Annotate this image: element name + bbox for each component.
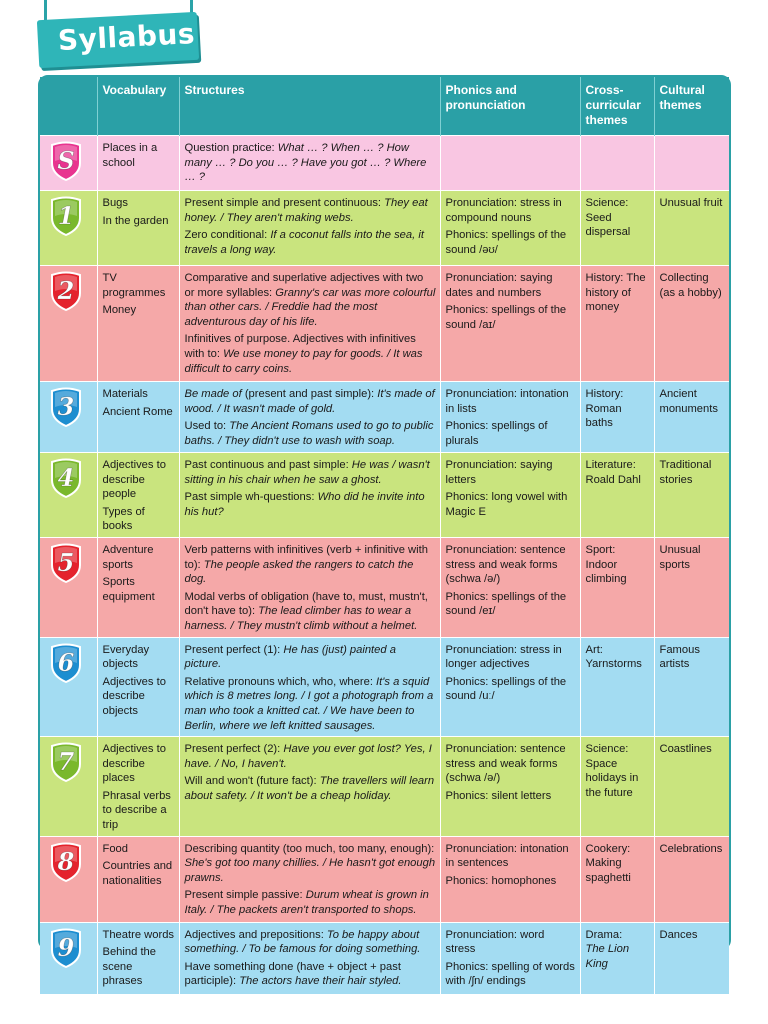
vocabulary-text: Everyday objects — [102, 643, 150, 671]
structure-text: Present perfect (2): — [184, 743, 284, 756]
cultural-text: Unusual fruit — [659, 197, 723, 209]
structure-keyword: Be made of — [184, 388, 242, 400]
unit-badge-cell — [40, 737, 97, 837]
phonics-item — [446, 590, 576, 619]
unit-number: 3 — [57, 392, 75, 421]
vocabulary-item — [103, 214, 175, 229]
vocabulary-text: Money — [102, 304, 137, 317]
unit-badge-shield-icon — [50, 928, 82, 968]
phonics-cell — [440, 637, 580, 737]
vocabulary-text: TV programmes — [102, 272, 166, 299]
structure-item — [185, 842, 436, 886]
structures-cell — [179, 637, 440, 737]
cultural-text: Dances — [659, 928, 698, 941]
vocabulary-item — [103, 505, 175, 534]
vocabulary-text: Adjectives to describe places — [102, 743, 166, 785]
phonics-item — [446, 196, 576, 225]
vocabulary-text: Materials — [102, 388, 148, 400]
structures-cell — [179, 836, 440, 922]
phonics-item — [446, 742, 576, 786]
structure-example: It's made of wood. / It wasn't made of gold. — [184, 388, 435, 415]
phonics-text: Phonics: spellings of plurals — [445, 420, 548, 447]
structure-example: If a coconut falls into the sea, it travels a long way. — [184, 229, 424, 256]
cross-curricular-text: Literature: Roald Dahl — [585, 459, 641, 486]
unit-badge-cell — [40, 637, 97, 737]
unit-badge-cell — [40, 537, 97, 637]
phonics-cell — [440, 453, 580, 538]
cross-curricular-text: Cookery: Making spaghetti — [585, 842, 631, 884]
structure-example: Durum wheat is grown in Italy. / The packets aren't transported to shops. — [184, 889, 429, 917]
vocabulary-text: Adjectives to describe people — [102, 459, 166, 501]
cultural-cell — [654, 266, 729, 382]
unit-number: 4 — [57, 463, 75, 492]
cross-curricular-text: The Lion King — [585, 943, 630, 970]
structure-item — [185, 458, 436, 487]
vocabulary-item — [103, 789, 175, 833]
header-cross-curricular: Cross-curricular themes — [580, 77, 654, 136]
structure-item — [185, 387, 436, 416]
page-title: Syllabus — [57, 16, 196, 58]
phonics-item — [446, 842, 576, 871]
structure-example: Granny's car was more colourful than other cars. / Freddie had the most adventurous day of his life. — [184, 286, 436, 328]
unit-number: 9 — [57, 932, 75, 962]
cross-curricular-cell — [580, 266, 654, 382]
phonics-item — [446, 271, 576, 300]
phonics-text: Phonics: spellings of the sound /eɪ/ — [445, 590, 567, 618]
structure-item — [185, 643, 436, 672]
phonics-text: Phonics: spelling of words with /ʃn/ endings — [445, 960, 575, 988]
phonics-item — [446, 543, 576, 587]
phonics-cell — [440, 537, 580, 637]
structures-cell — [179, 136, 440, 191]
cross-curricular-cell — [580, 836, 654, 922]
structure-item — [185, 490, 436, 519]
vocabulary-cell — [97, 537, 179, 637]
vocabulary-text: Types of books — [102, 505, 145, 533]
vocabulary-text: Phrasal verbs to describe a trip — [102, 789, 171, 832]
structure-text: Used to: — [184, 420, 230, 433]
unit-badge-shield-icon — [50, 458, 82, 498]
cultural-text: Coastlines — [659, 743, 712, 756]
structure-text: Describing quantity (too much, too many, enough): — [184, 842, 435, 855]
structure-item — [185, 774, 436, 803]
phonics-text: Pronunciation: saying dates and numbers — [445, 272, 553, 299]
structure-text: Modal verbs of obligation (have to, must, mustn't, don't have to): — [184, 590, 428, 618]
vocabulary-item — [103, 543, 175, 572]
vocabulary-item — [103, 859, 175, 888]
cross-curricular-text: Drama: — [585, 928, 623, 941]
structure-item — [185, 228, 436, 257]
unit-row — [40, 453, 729, 538]
vocabulary-text: Ancient Rome — [102, 405, 173, 418]
structures-cell — [179, 266, 440, 382]
vocabulary-item — [103, 675, 175, 719]
unit-row — [40, 382, 729, 453]
header-row — [40, 77, 729, 136]
vocabulary-item — [103, 643, 175, 672]
unit-badge-cell — [40, 836, 97, 922]
cultural-cell — [654, 453, 729, 538]
phonics-item — [446, 928, 576, 957]
syllabus-table-container — [38, 75, 731, 988]
cultural-text: Traditional stories — [659, 459, 712, 486]
vocabulary-text: Sports equipment — [102, 576, 155, 603]
structure-example: It's a squid which is 8 metres long. / I got a photograph from a man who took a knitted cat. / We have been to Berlin, where we left knitted sausages. — [184, 675, 434, 732]
unit-number: 1 — [57, 201, 75, 230]
structure-text: Present perfect (1): — [184, 643, 284, 656]
vocabulary-item — [103, 141, 175, 170]
cultural-text: Celebrations — [659, 842, 723, 855]
vocabulary-item — [103, 303, 175, 318]
unit-badge-cell — [40, 382, 97, 453]
vocabulary-cell — [97, 922, 179, 994]
structure-example: She's got too many chillies. / He hasn't got enough prawns. — [184, 857, 436, 884]
vocabulary-text: Theatre words — [102, 928, 175, 941]
unit-badge-cell — [40, 453, 97, 538]
vocabulary-item — [103, 387, 175, 402]
unit-badge-shield-icon — [50, 643, 82, 683]
vocabulary-item — [103, 196, 175, 211]
structure-example: The actors have their hair styled. — [239, 975, 402, 988]
structure-text: Past simple wh-questions: — [184, 491, 318, 504]
cross-curricular-text: History: Roman baths — [585, 388, 624, 430]
cultural-cell — [654, 191, 729, 266]
unit-number: S — [57, 146, 75, 175]
cross-curricular-cell — [580, 191, 654, 266]
structure-text: Will and won't (future fact): — [184, 775, 320, 788]
unit-row — [40, 922, 729, 994]
unit-badge-shield-icon — [50, 742, 82, 782]
phonics-item — [446, 643, 576, 672]
structure-text: Zero conditional: — [184, 229, 271, 242]
phonics-text: Phonics: spellings of the sound /uː/ — [445, 675, 567, 703]
phonics-item — [446, 387, 576, 416]
cross-curricular-cell — [580, 537, 654, 637]
syllabus-table — [40, 77, 729, 994]
structure-text: Comparative and superlative adjectives with two or more syllables: — [184, 272, 424, 299]
vocabulary-cell — [97, 836, 179, 922]
cultural-cell — [654, 922, 729, 994]
unit-row — [40, 136, 729, 191]
phonics-text: Pronunciation: saying letters — [445, 459, 553, 486]
vocabulary-item — [103, 458, 175, 502]
unit-badge-cell — [40, 266, 97, 382]
structure-example: The lead climber has to wear a harness. / They mustn't climb without a helmet. — [184, 605, 418, 632]
cultural-cell — [654, 836, 729, 922]
phonics-text: Phonics: spellings of the sound /əʊ/ — [445, 229, 567, 256]
phonics-text: Pronunciation: stress in longer adjectives — [445, 643, 562, 671]
structure-example: Who did he invite into his hut? — [184, 491, 425, 518]
structure-text: Present simple and present continuous: — [184, 197, 385, 209]
vocabulary-text: Behind the scene phrases — [102, 946, 156, 988]
vocabulary-cell — [97, 453, 179, 538]
unit-badge-cell — [40, 191, 97, 266]
phonics-text: Pronunciation: intonation in lists — [445, 388, 569, 415]
phonics-cell — [440, 836, 580, 922]
vocabulary-cell — [97, 637, 179, 737]
phonics-text: Pronunciation: word stress — [445, 928, 545, 956]
structure-item — [185, 543, 436, 587]
structure-text: (present and past simple): — [241, 388, 378, 400]
vocabulary-item — [103, 271, 175, 300]
unit-badge-shield-icon — [50, 141, 82, 181]
structures-cell — [179, 737, 440, 837]
header-cultural: Cultural themes — [654, 77, 729, 136]
structure-example: We use money to pay for goods. / It was difficult to carry coins. — [184, 347, 423, 375]
cultural-text: Ancient monuments — [659, 388, 718, 415]
structure-example: The Ancient Romans used to go to public baths. / They didn't use to wash with soap. — [184, 420, 434, 447]
structures-cell — [179, 453, 440, 538]
structure-item — [185, 419, 436, 448]
phonics-item — [446, 789, 576, 804]
vocabulary-cell — [97, 191, 179, 266]
unit-number: 5 — [57, 547, 75, 577]
vocabulary-cell — [97, 737, 179, 837]
unit-row — [40, 737, 729, 837]
title-banner — [37, 12, 199, 68]
phonics-text: Pronunciation: intonation in sentences — [445, 842, 569, 870]
unit-badge-shield-icon — [50, 196, 82, 236]
structure-item — [185, 141, 436, 185]
phonics-text: Phonics: spellings of the sound /aɪ/ — [445, 304, 567, 331]
vocabulary-text: Food — [102, 842, 128, 855]
cross-curricular-text: Science: Space holidays in the future — [585, 743, 639, 799]
structure-text: Present simple passive: — [184, 889, 306, 902]
vocabulary-cell — [97, 136, 179, 191]
vocabulary-text: Bugs — [102, 197, 128, 209]
structures-cell — [179, 537, 440, 637]
structure-example: The travellers will learn about safety. / It won't be a cheap holiday. — [184, 775, 435, 802]
structure-item — [185, 742, 436, 771]
structure-item — [185, 675, 436, 733]
unit-row — [40, 836, 729, 922]
structure-text: Verb patterns with infinitives (verb + infinitive with to): — [184, 543, 428, 571]
cross-curricular-cell — [580, 453, 654, 538]
unit-badge-cell — [40, 922, 97, 994]
phonics-item — [446, 228, 576, 257]
structure-text: Past continuous and past simple: — [184, 459, 352, 471]
structure-example: The people asked the rangers to catch the dog. — [184, 558, 414, 586]
structure-text: Infinitives of purpose. Adjectives with infinitives with to: — [184, 333, 416, 360]
cultural-cell — [654, 136, 729, 191]
unit-row — [40, 637, 729, 737]
cultural-text: Unusual sports — [659, 543, 701, 571]
phonics-item — [446, 490, 576, 519]
vocabulary-item — [103, 742, 175, 786]
header-structures: Structures — [179, 77, 440, 136]
phonics-cell — [440, 191, 580, 266]
header-unit — [40, 77, 97, 136]
vocabulary-text: Adventure sports — [102, 543, 154, 571]
cultural-cell — [654, 537, 729, 637]
unit-badge-shield-icon — [50, 387, 82, 427]
vocabulary-cell — [97, 266, 179, 382]
structure-item — [185, 590, 436, 634]
phonics-text: Pronunciation: sentence stress and weak forms (schwa /ə/) — [445, 743, 566, 785]
structure-text: Adjectives and prepositions: — [184, 928, 327, 941]
cross-curricular-cell — [580, 136, 654, 191]
structures-cell — [179, 382, 440, 453]
cross-curricular-cell — [580, 737, 654, 837]
structure-example: What … ? When … ? How many … ? Do you … ? Have you got … ? Where … ? — [184, 142, 427, 184]
structure-example: To be happy about something. / To be famous for doing something. — [184, 928, 421, 956]
phonics-cell — [440, 382, 580, 453]
cross-curricular-cell — [580, 637, 654, 737]
cross-curricular-cell — [580, 382, 654, 453]
phonics-text: Phonics: long vowel with Magic E — [445, 491, 568, 518]
cultural-cell — [654, 737, 729, 837]
vocabulary-item — [103, 945, 175, 989]
unit-number: 7 — [57, 747, 75, 777]
cultural-text: Famous artists — [659, 643, 700, 671]
unit-number: 8 — [57, 846, 75, 876]
unit-badge-shield-icon — [50, 271, 82, 311]
structure-item — [185, 332, 436, 376]
cross-curricular-text: Sport: Indoor climbing — [585, 543, 627, 586]
cultural-cell — [654, 637, 729, 737]
cross-curricular-text: Science: Seed dispersal — [585, 197, 631, 239]
phonics-text: Phonics: silent letters — [445, 789, 552, 802]
phonics-item — [446, 303, 576, 332]
vocabulary-text: Places in a school — [102, 142, 158, 169]
phonics-item — [446, 419, 576, 448]
cultural-cell — [654, 382, 729, 453]
vocabulary-text: In the garden — [102, 214, 169, 227]
vocabulary-item — [103, 405, 175, 420]
unit-row — [40, 191, 729, 266]
phonics-cell — [440, 922, 580, 994]
structures-cell — [179, 191, 440, 266]
structure-text: Have something done (have + object + past participle): — [184, 960, 401, 988]
unit-badge-shield-icon — [50, 842, 82, 882]
structure-example: He was / wasn't sitting in his chair when he saw a ghost. — [184, 459, 430, 486]
structure-item — [185, 196, 436, 225]
phonics-item — [446, 874, 576, 889]
phonics-cell — [440, 266, 580, 382]
vocabulary-text: Countries and nationalities — [102, 860, 173, 887]
structures-cell — [179, 922, 440, 994]
phonics-text: Pronunciation: stress in compound nouns — [445, 197, 562, 224]
structure-example: He has (just) painted a picture. — [184, 643, 396, 671]
structure-text: Relative pronouns which, who, where: — [184, 675, 377, 688]
vocabulary-item — [103, 575, 175, 604]
phonics-item — [446, 960, 576, 989]
phonics-cell — [440, 737, 580, 837]
structure-example: Have you ever got lost? Yes, I have. / No, I haven't. — [184, 743, 432, 770]
structure-item — [185, 888, 436, 917]
header-phonics: Phonics and pronunciation — [440, 77, 580, 136]
structure-text: Question practice: — [184, 142, 278, 154]
phonics-cell — [440, 136, 580, 191]
structure-item — [185, 960, 436, 989]
structure-item — [185, 928, 436, 957]
unit-number: 6 — [57, 647, 75, 677]
unit-row — [40, 266, 729, 382]
phonics-item — [446, 675, 576, 704]
phonics-item — [446, 458, 576, 487]
unit-badge-cell — [40, 136, 97, 191]
cultural-text: Collecting (as a hobby) — [659, 272, 722, 299]
header-vocabulary: Vocabulary — [97, 77, 179, 136]
phonics-text: Pronunciation: sentence stress and weak forms (schwa /ə/) — [445, 543, 566, 586]
cross-curricular-text: Art: Yarnstorms — [585, 643, 642, 671]
vocabulary-item — [103, 842, 175, 857]
structure-item — [185, 271, 436, 329]
vocabulary-text: Adjectives to describe objects — [102, 675, 166, 717]
unit-number: 2 — [57, 276, 75, 305]
vocabulary-cell — [97, 382, 179, 453]
cross-curricular-text: History: The history of money — [585, 272, 646, 314]
unit-badge-shield-icon — [50, 543, 82, 583]
structure-example: They eat honey. / They aren't making webs. — [184, 197, 428, 224]
phonics-text: Phonics: homophones — [445, 874, 557, 887]
unit-row — [40, 537, 729, 637]
cross-curricular-cell — [580, 922, 654, 994]
vocabulary-item — [103, 928, 175, 943]
